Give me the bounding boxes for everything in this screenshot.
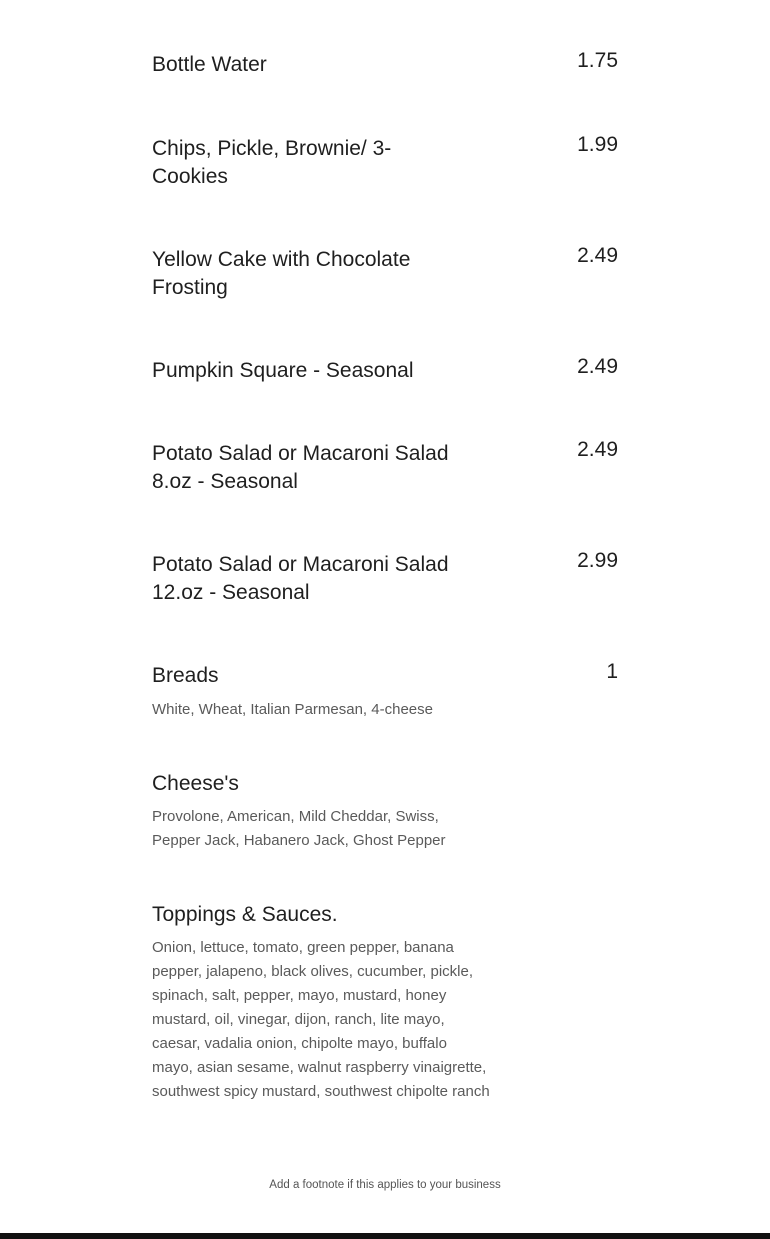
item-name: Bottle Water (152, 53, 267, 76)
item-name: Chips, Pickle, Brownie/ 3-Cookies (152, 137, 392, 188)
bottom-bar (0, 1233, 770, 1239)
item-price: 2.49 (577, 438, 618, 461)
item-name: Breads (152, 664, 219, 687)
footnote: Add a footnote if this applies to your business (269, 1179, 501, 1191)
item-price: 2.49 (577, 355, 618, 378)
item-price: 1.75 (577, 49, 618, 72)
item-name: Potato Salad or Macaroni Salad 8.oz - Seasonal (152, 442, 449, 493)
item-price: 1 (606, 660, 618, 683)
item-name: Toppings & Sauces. (152, 903, 338, 926)
item-description: Provolone, American, Mild Cheddar, Swiss, Pepper Jack, Habanero Jack, Ghost Pepper (152, 808, 446, 849)
item-price: 2.99 (577, 549, 618, 572)
item-name: Potato Salad or Macaroni Salad 12.oz - Seasonal (152, 553, 449, 604)
item-description: White, Wheat, Italian Parmesan, 4-cheese (152, 701, 433, 718)
item-name: Cheese's (152, 772, 239, 795)
item-name: Pumpkin Square - Seasonal (152, 359, 414, 382)
item-price: 1.99 (577, 133, 618, 156)
item-description: Onion, lettuce, tomato, green pepper, banana pepper, jalapeno, black olives, cucumber, pickle, spinach, salt, pepper, mayo, mustard, honey mustard, oil, vinegar, dijon, ranch, lite mayo, caesar, vadalia onion, chipolte mayo, buffalo mayo, asian sesame, walnut raspberry vinaigrette, southwest spicy mustard, southwest chipolte ranch (152, 939, 490, 1100)
item-name: Yellow Cake with Chocolate Frosting (152, 248, 411, 299)
item-price: 2.49 (577, 244, 618, 267)
